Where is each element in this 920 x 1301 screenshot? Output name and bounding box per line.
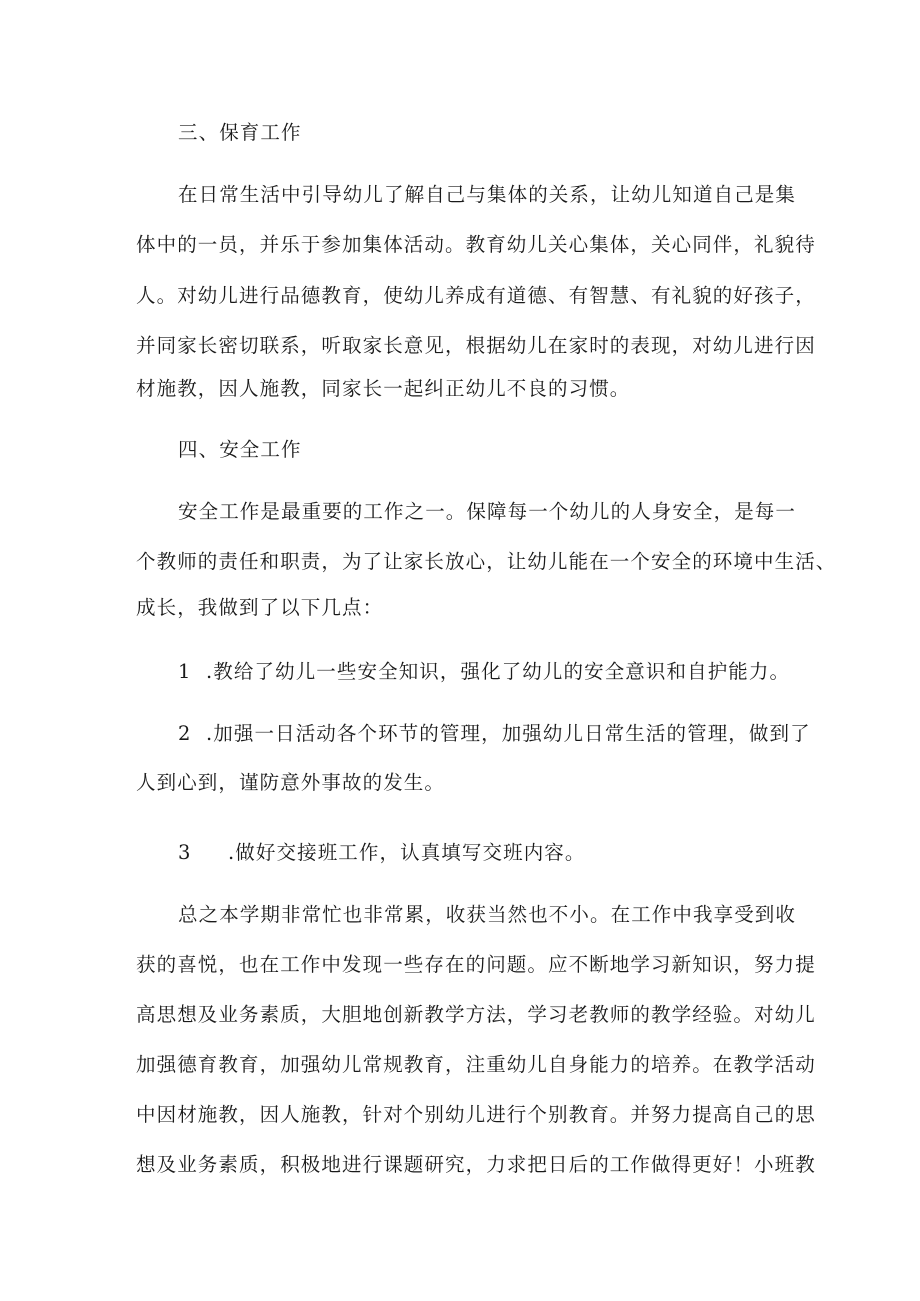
list-item-text: 人到心到，谨防意外事故的发生。 — [136, 771, 446, 794]
paragraph-line: 成长，我做到了以下几点： — [136, 596, 384, 619]
list-item-text: .做好交接班工作，认真填写交班内容。 — [228, 841, 586, 864]
paragraph-line: 并同家长密切联系，听取家长意见，根据幼儿在家时的表现，对幼儿进行因 — [136, 334, 816, 357]
paragraph-line: 人。对幼儿进行品德教育，使幼儿养成有道德、有智慧、有礼貌的好孩子， — [136, 284, 816, 307]
paragraph-line: 总之本学期非常忙也非常累，收获当然也不小。在工作中我享受到收 — [178, 903, 797, 926]
paragraph-line: 在日常生活中引导幼儿了解自己与集体的关系，让幼儿知道自己是集 — [178, 183, 797, 206]
paragraph-line: 想及业务素质，积极地进行课题研究，力求把日后的工作做得更好！小班教 — [136, 1153, 816, 1176]
paragraph-line: 个教师的责任和职责，为了让家长放心，让幼儿能在一个安全的环境中生活、 — [136, 550, 837, 573]
list-item-number: 1 — [178, 660, 191, 683]
list-item-text: .教给了幼儿一些安全知识，强化了幼儿的安全意识和自护能力。 — [206, 660, 791, 683]
paragraph-line: 材施教，因人施教，同家长一起纠正幼儿不良的习惯。 — [136, 377, 631, 400]
section-heading-3: 三、保育工作 — [178, 121, 302, 144]
paragraph-line: 加强德育教育，加强幼儿常规教育，注重幼儿自身能力的培养。在教学活动 — [136, 1053, 816, 1076]
section-heading-4: 四、安全工作 — [178, 438, 302, 461]
paragraph-line: 中因材施教，因人施教，针对个别幼儿进行个别教育。并努力提高自己的思 — [136, 1103, 816, 1126]
paragraph-line: 高思想及业务素质，大胆地创新教学方法，学习老教师的教学经验。对幼儿 — [136, 1003, 816, 1026]
list-item-text: .加强一日活动各个环节的管理，加强幼儿日常生活的管理，做到了 — [206, 722, 811, 745]
paragraph-line: 获的喜悦，也在工作中发现一些存在的问题。应不断地学习新知识，努力提 — [136, 953, 816, 976]
list-item-number: 3 — [178, 841, 191, 864]
list-item-number: 2 — [178, 722, 191, 745]
paragraph-line: 体中的一员，并乐于参加集体活动。教育幼儿关心集体，关心同伴，礼貌待 — [136, 233, 816, 256]
paragraph-line: 安全工作是最重要的工作之一。保障每一个幼儿的人身安全，是每一 — [178, 500, 797, 523]
